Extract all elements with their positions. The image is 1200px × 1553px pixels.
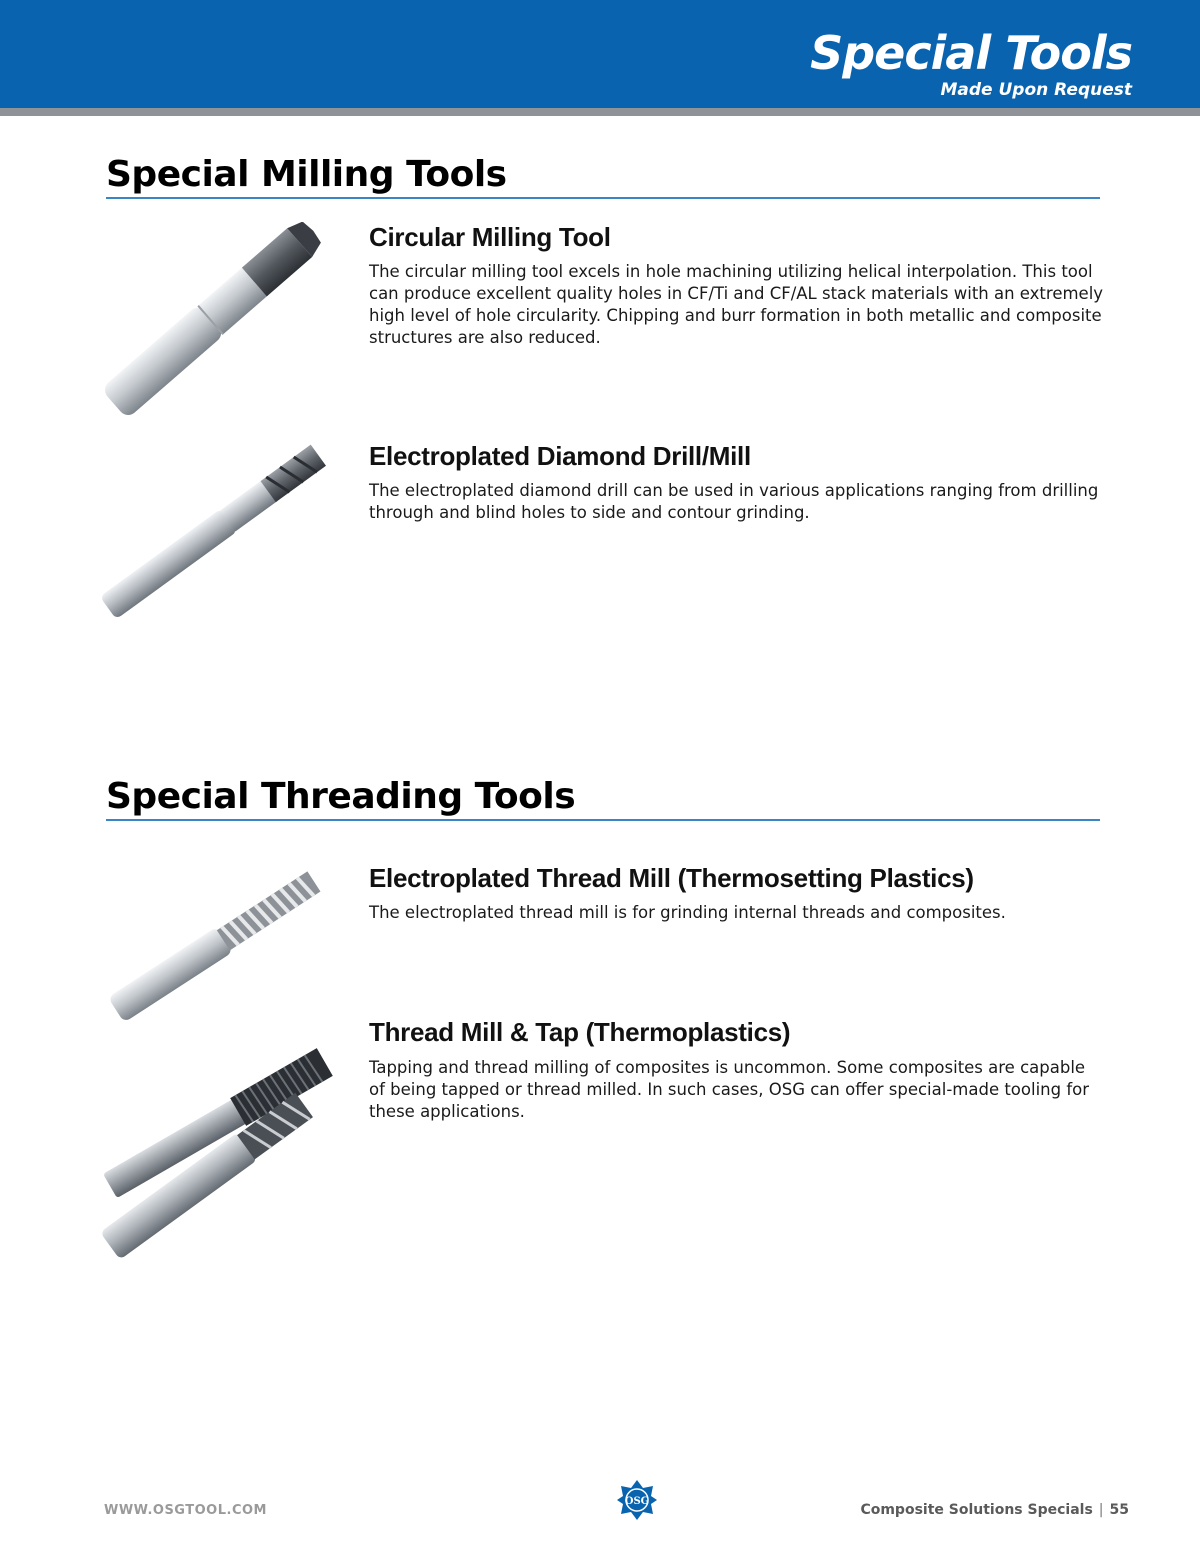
thread-mill-and-tap-image	[96, 1020, 360, 1270]
product-title-electroplated-diamond-drill: Electroplated Diamond Drill/Mill	[369, 441, 751, 471]
section-title-threading: Special Threading Tools	[106, 776, 576, 817]
footer-separator: |	[1098, 1502, 1104, 1518]
publication-name: Composite Solutions Specials	[860, 1502, 1093, 1518]
osg-logo-icon	[615, 1478, 659, 1522]
page-subtitle: Made Upon Request	[940, 80, 1132, 100]
product-title-electroplated-thread-mill: Electroplated Thread Mill (Thermosetting Plastics)	[369, 863, 974, 893]
product-description-thread-mill-and-tap: Tapping and thread milling of composites is uncommon. Some composites are capable of being tapped or thread milled. In such cases, OSG can offer special-made tooling for these applications.	[369, 1058, 1090, 1121]
electroplated-diamond-drill-image	[92, 440, 352, 630]
product-title-circular-milling-tool: Circular Milling Tool	[369, 222, 611, 252]
footer-website-link[interactable]: WWW.OSGTOOL.COM	[104, 1503, 267, 1518]
footer-publication	[860, 1502, 1129, 1518]
electroplated-thread-mill-image	[98, 852, 360, 1042]
logo-text: OSG	[624, 1496, 650, 1507]
circular-milling-tool-image	[92, 222, 352, 422]
header-divider	[0, 108, 1200, 116]
product-description-electroplated-diamond-drill: The electroplated diamond drill can be used in various applications ranging from drilling through and blind holes to side and contour grinding.	[369, 481, 1099, 522]
section-divider-milling	[106, 197, 1100, 199]
product-description-circular-milling-tool: The circular milling tool excels in hole machining utilizing helical interpolation. This tool can produce excellent quality holes in CF/Ti and CF/AL stack materials with an extremely high level of hole circularity. Chipping and burr formation in both metallic and composite structures are also reduced.	[369, 262, 1104, 347]
section-divider-threading	[106, 819, 1100, 821]
product-description-electroplated-thread-mill: The electroplated thread mill is for grinding internal threads and composites.	[369, 903, 1006, 922]
section-title-milling: Special Milling Tools	[106, 154, 507, 195]
page-number: 55	[1109, 1502, 1129, 1518]
product-title-thread-mill-and-tap: Thread Mill & Tap (Thermoplastics)	[369, 1017, 791, 1047]
page-title: Special Tools	[810, 26, 1132, 80]
